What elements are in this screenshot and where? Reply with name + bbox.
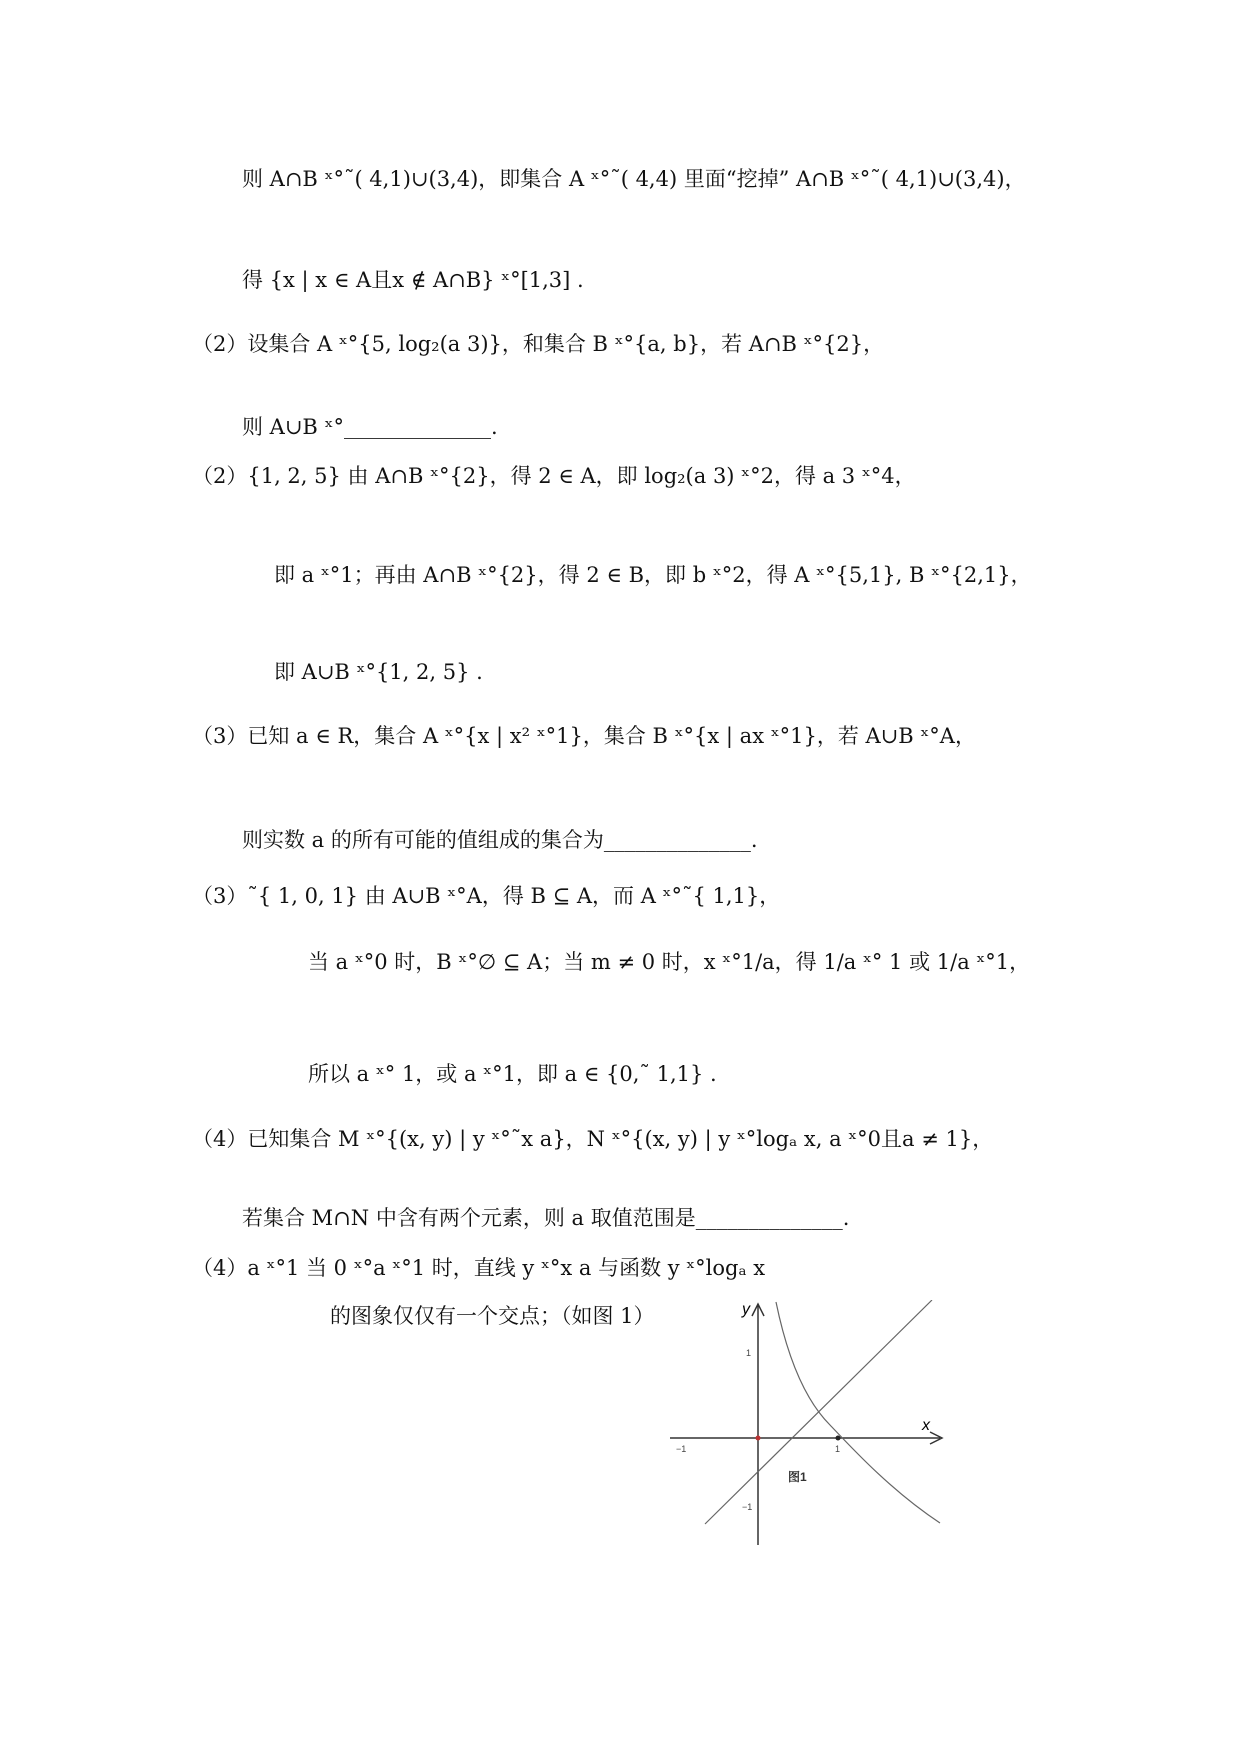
line-4: 则 A∪B ˣ°______________. xyxy=(242,415,498,439)
line-13: （4）已知集合 M ˣ°{(x, y) | y ˣ°˜x a}，N ˣ°{(x, y) | y ˣ°logₐ x, a ˣ°0且a ≠ 1}， xyxy=(192,1127,994,1151)
line-5: （2）{1, 2, 5} 由 A∩B ˣ°{2}，得 2 ∈ A，即 log₂(a 3) ˣ°2，得 a 3 ˣ°4， xyxy=(192,464,916,488)
line-2: 得 {x | x ∈ A且x ∉ A∩B} ˣ°[1,3] . xyxy=(242,268,584,292)
line-8: （3）已知 a ∈ R，集合 A ˣ°{x | x² ˣ°1}，集合 B ˣ°{x | ax ˣ°1}，若 A∪B ˣ°A， xyxy=(192,724,976,748)
tick-x-pos: 1 xyxy=(835,1444,841,1454)
figure-1 xyxy=(670,1300,960,1545)
tick-y-neg: −1 xyxy=(742,1502,753,1512)
x-axis-label: x xyxy=(922,1417,930,1434)
line-7: 即 A∪B ˣ°{1, 2, 5} . xyxy=(274,660,483,684)
line-11: 当 a ˣ°0 时，B ˣ°∅ ⊆ A；当 m ≠ 0 时，x ˣ°1/a，得 1/a ˣ° 1 或 1/a ˣ°1， xyxy=(308,950,1031,974)
figure-caption: 图1 xyxy=(788,1470,807,1484)
line-12: 所以 a ˣ° 1，或 a ˣ°1，即 a ∈ {0,˜ 1,1} . xyxy=(308,1062,717,1086)
tick-y-pos: 1 xyxy=(746,1348,752,1358)
line-14: 若集合 M∩N 中含有两个元素，则 a 取值范围是______________. xyxy=(242,1206,850,1230)
line-16: 的图象仅仅有一个交点；（如图 1） xyxy=(330,1304,655,1328)
y-axis-label: y xyxy=(742,1301,750,1318)
log-curve xyxy=(776,1302,940,1523)
line-9: 则实数 a 的所有可能的值组成的集合为______________. xyxy=(242,828,758,852)
line-3: （2）设集合 A ˣ°{5, log₂(a 3)}，和集合 B ˣ°{a, b}，若 A∩B ˣ°{2}， xyxy=(192,332,885,356)
line-6: 即 a ˣ°1；再由 A∩B ˣ°{2}，得 2 ∈ B，即 b ˣ°2，得 A ˣ°{5,1}, B ˣ°{2,1}， xyxy=(274,563,1032,587)
line-15: （4）a ˣ°1 当 0 ˣ°a ˣ°1 时，直线 y ˣ°x a 与函数 y ˣ°logₐ x xyxy=(192,1256,766,1280)
line-10: （3）˜{ 1, 0, 1} 由 A∪B ˣ°A，得 B ⊆ A，而 A ˣ°˜{ 1,1}， xyxy=(192,884,781,908)
tick-x-neg: −1 xyxy=(676,1444,687,1454)
x-intercept-point xyxy=(836,1436,841,1441)
line-1: 则 A∩B ˣ°˜( 4,1)∪(3,4)，即集合 A ˣ°˜( 4,4) 里面“挖掉” A∩B ˣ°˜( 4,1)∪(3,4)， xyxy=(242,167,1026,191)
origin-point xyxy=(756,1436,761,1441)
